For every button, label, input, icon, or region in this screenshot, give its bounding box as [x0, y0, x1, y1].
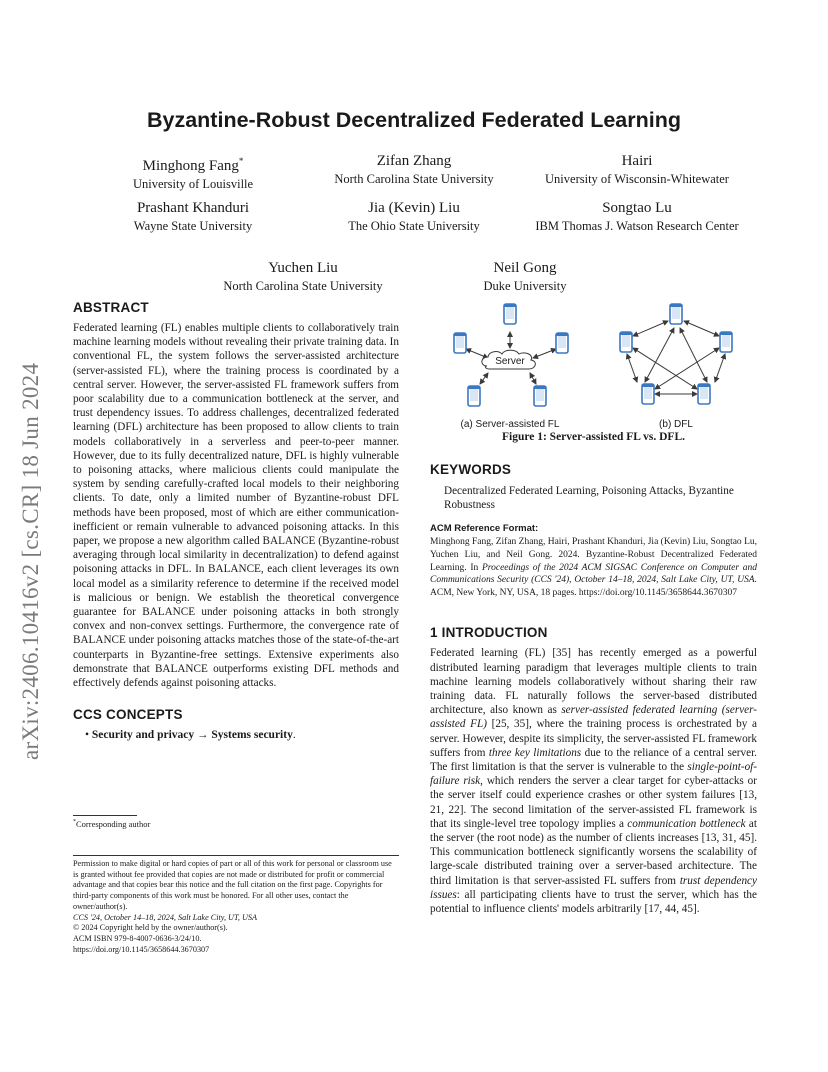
introduction-text: Federated learning (FL) [35] has recently emerged as a powerful distributed learning paradigm that leverages multiple clients to train machine learning models collaboratively without sharing their raw training data. FL naturally follows the server-based distributed architecture, also known as server-assisted federated learning (server-assisted FL) [25, 35], where the training process is orchestrated by a server. However, despite its simplicity, the server-assisted FL framework suffers from three key limitations due to the reliance of a central server. The first limitation is that the server is vulnerable to the single-point-of-failure risk, which renders the server a clear target for cyber-attacks or the server itself could experience crashes or other system failures [13, 21, 22]. The second limitation of the server-assisted FL framework is that its single-level tree topology implies a communication bottleneck at the server (the root node) as the number of clients increases [13, 31, 45]. This communication bottleneck significantly worsens the scalability of large-scale distributed training over a server-based architecture. The third limitation is that server-assisted FL suffers from trust dependency issues: all participating clients have to trust the server, which has the potential to influence clients' models arbitrarily [17, 44, 45].: [430, 647, 757, 916]
client-device-icon: [454, 333, 466, 353]
author-block: [532, 199, 742, 234]
figure-caption: Figure 1: Server-assisted FL vs. DFL.: [501, 431, 686, 443]
permission-text: Permission to make digital or hard copies of part or all of this work for personal or classroom use is granted without fee provided that copies are not made or distributed for profit or commercial advantage and that copies bear this notice and the full citation on the first page. Copyrights for third-party components of this work must be honored. For all other uses, contact the owner/author(s).: [73, 859, 392, 911]
copyright-line: © 2024 Copyright held by the owner/author(s).: [73, 923, 228, 933]
client-device-icon: [720, 332, 732, 352]
acm-reference: [430, 523, 757, 599]
paper-title: Byzantine-Robust Decentralized Federated Learning: [146, 108, 681, 132]
author-affiliation: North Carolina State University: [334, 172, 494, 186]
client-device-icon: [620, 332, 632, 352]
author-block: [68, 152, 318, 192]
author-affiliation: IBM Thomas J. Watson Research Center: [535, 219, 739, 233]
client-device-icon: [698, 384, 710, 404]
author-name: Minghong Fang*: [142, 156, 244, 174]
keywords-text: Decentralized Federated Learning, Poisoning Attacks, Byzantine Robustness: [444, 485, 734, 512]
author-affiliation: University of Wisconsin-Whitewater: [545, 172, 729, 186]
abstract-text: Federated learning (FL) enables multiple clients to collaboratively train machine learning models without revealing their private training data. In conventional FL, the system follows the server-assisted architecture (server-assisted FL), where the training process is coordinated by a central server. However, the server-assisted FL framework suffers from poor scalability due to a communication bottleneck at the server, and trust dependency issues. To address challenges, decentralized federated learning (DFL) architecture has been proposed to allow clients to train models collaboratively in a serverless and peer-to-peer manner. However, due to its fully decentralized nature, DFL is highly vulnerable to poisoning attacks, where malicious clients could manipulate the system by sending carefully-crafted local models to their neighboring clients. To date, only a limited number of Byzantine-robust DFL methods have been proposed, most of which are either communication-inefficient or remain vulnerable to advanced poisoning attacks. In this paper, we propose a new algorithm called BALANCE (Byzantine-robust averaging through local similarity in decentralization) to defend against poisoning attacks in DFL. In BALANCE, each client leverages its own local model as a similarity reference to determine if the received model is malicious or benign. We establish the theoretical convergence guarantee for BALANCE under poisoning attacks in both strongly convex and non-convex settings. Furthermore, the convergence rate of BALANCE under poisoning attacks matches those of the state-of-the-art counterparts in Byzantine-free settings. Extensive experiments also demonstrate that BALANCE outperforms existing DFL methods and effectively defends against poisoning attacks.: [73, 322, 399, 690]
client-device-icon: [642, 384, 654, 404]
author-block: [289, 152, 539, 187]
abstract-heading: ABSTRACT: [73, 300, 149, 315]
author-affiliation: The Ohio State University: [348, 219, 480, 233]
author-name: Zifan Zhang: [376, 153, 452, 169]
isbn-line: ACM ISBN 979-8-4007-0636-3/24/10.: [73, 933, 202, 943]
author-block: [400, 259, 650, 294]
author-affiliation: Duke University: [483, 279, 567, 293]
footnote: *Corresponding author: [73, 819, 151, 829]
arrows-b: [627, 321, 725, 394]
introduction-heading: 1 INTRODUCTION: [430, 625, 548, 641]
acm-reference-heading: ACM Reference Format:: [430, 523, 539, 535]
client-device-icon: [534, 386, 546, 406]
doi-line: https://doi.org/10.1145/3658644.3670307: [73, 944, 210, 954]
figure-1: [430, 296, 757, 446]
ccs-heading: CCS CONCEPTS: [73, 707, 183, 723]
author-block: [68, 199, 318, 234]
ccs-concept: • Security and privacy → Systems security.: [85, 729, 296, 742]
left-column: [73, 300, 399, 741]
server-label: Server: [495, 356, 525, 367]
arxiv-identifier: arXiv:2406.10416v2 [cs.CR] 18 Jun 2024: [18, 362, 43, 760]
subfigure-b-label: (b) DFL: [659, 419, 693, 430]
client-device-icon: [670, 304, 682, 324]
author-name: Jia (Kevin) Liu: [368, 200, 460, 216]
author-block: [512, 152, 762, 187]
subfigure-a-label: (a) Server-assisted FL: [460, 419, 560, 430]
figure-diagram: [430, 296, 757, 432]
author-name: Prashant Khanduri: [136, 200, 250, 216]
author-affiliation: North Carolina State University: [223, 279, 383, 293]
permission-notice: [73, 859, 399, 955]
keywords-heading: KEYWORDS: [430, 462, 512, 477]
author-block: [289, 199, 539, 234]
acm-reference-text: Minghong Fang, Zifan Zhang, Hairi, Prashant Khanduri, Jia (Kevin) Liu, Songtao Lu, Yuchen Liu, and Neil Gong. 2024. Byzantine-Robust Decentralized Federated Learning. In Proceedings of the 2024 ACM SIGSAC Conference on Computer and Communications Security (CCS '24), October 14–18, 2024, Salt Lake City, UT, USA. ACM, New York, NY, USA, 18 pages. https://doi.org/10.1145/3658644.3670307: [430, 537, 757, 598]
footnote-divider: [73, 815, 137, 816]
client-device-icon: [556, 333, 568, 353]
permission-divider: [73, 855, 399, 856]
author-block: [178, 259, 428, 294]
venue-line: CCS '24, October 14–18, 2024, Salt Lake City, UT, USA: [73, 912, 257, 922]
author-name: Hairi: [621, 153, 653, 169]
right-column: [430, 462, 757, 916]
author-name: Songtao Lu: [602, 200, 672, 216]
author-affiliation: Wayne State University: [133, 219, 253, 233]
author-name: Yuchen Liu: [268, 260, 338, 276]
author-name: Neil Gong: [493, 260, 557, 276]
author-affiliation: University of Louisville: [132, 177, 254, 191]
client-device-icon: [468, 386, 480, 406]
client-device-icon: [504, 304, 516, 324]
